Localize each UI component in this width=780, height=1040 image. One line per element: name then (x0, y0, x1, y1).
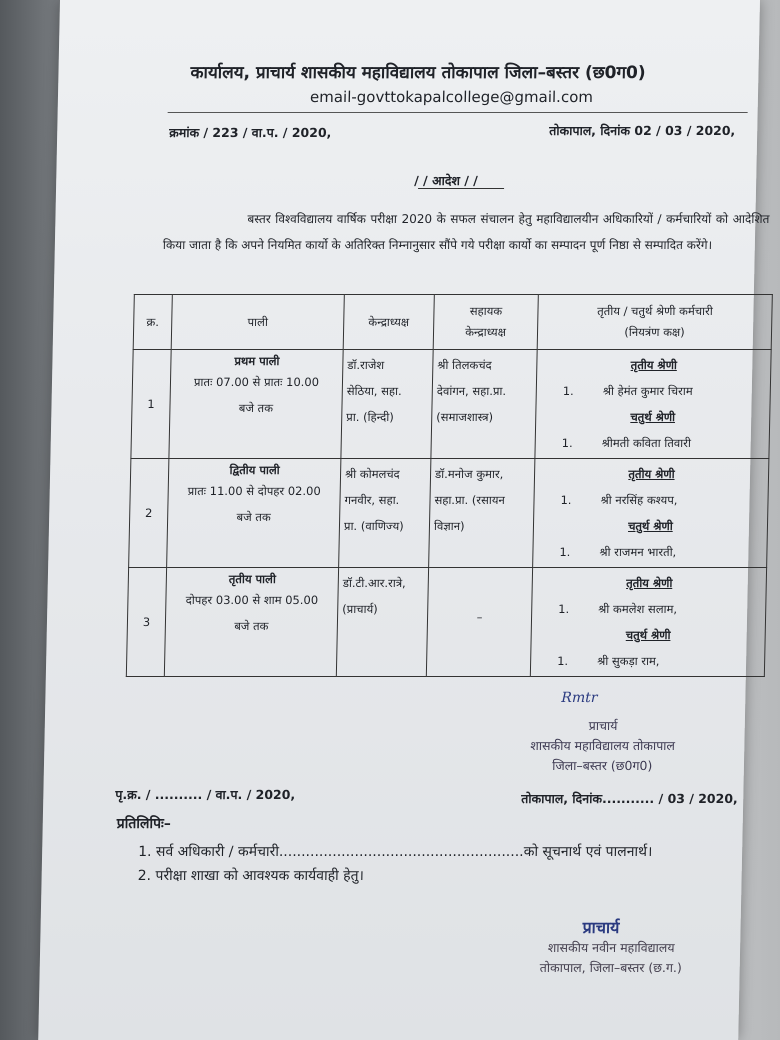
superintendent-line1: डॉ.राजेश (347, 358, 385, 372)
assistant-line1: श्री तिलकचंद (437, 358, 492, 372)
order-title-underline (418, 188, 504, 189)
copy-to-label: प्रतिलिपिः– (116, 816, 172, 832)
copy-item-1: 1. सर्व अधिकारी / कर्मचारी.......................................................को सूचनार्थ एवं पालनार्थ। (137, 844, 653, 860)
superintendent-cell (339, 459, 431, 568)
category-third-heading: तृतीय श्रेणी (628, 467, 675, 481)
principal-stamp (530, 716, 676, 776)
person-name: श्री सुकड़ा राम, (597, 654, 660, 668)
superintendent-line1: डॉ.टी.आर.रात्रे, (342, 576, 406, 590)
person-number: 1. (561, 436, 573, 450)
person-name: श्रीमती कविता तिवारी (601, 436, 692, 450)
person-number: 1. (560, 493, 572, 507)
header-superintendent: केन्द्राध्यक्ष (343, 295, 434, 350)
stamp-line2: शासकीय महाविद्यालय तोकापाल (530, 738, 676, 753)
shift-cell (167, 459, 341, 568)
stamp2-line1: शासकीय नवीन महाविद्यालय (547, 940, 675, 955)
shift-name: द्वितीय पाली (229, 463, 280, 477)
stamp2-line2: तोकापाल, जिला–बस्तर (छ.ग.) (539, 960, 683, 975)
person-name: श्री नरसिंह कश्यप, (600, 493, 678, 507)
shift-cell (164, 568, 338, 677)
header-assistant-line1: सहायक (469, 304, 503, 318)
header-assistant (433, 295, 538, 350)
assistant-line2: देवांगन, सहा.प्रा. (436, 384, 507, 398)
person-number: 1. (557, 654, 569, 668)
shift-cell (169, 350, 343, 459)
row-sno: 2 (129, 459, 169, 568)
person-name: श्री राजमन भारती, (599, 545, 677, 559)
superintendent-line2: गनवीर, सहा. (344, 493, 400, 507)
category-third-person (541, 378, 767, 404)
table-row (131, 350, 771, 459)
office-email: email-govttokapalcollege@gmail.com (309, 88, 594, 106)
reference-date: तोकापाल, दिनांक 02 / 03 / 2020, (549, 123, 736, 138)
college-stamp (540, 938, 683, 978)
person-name: श्री हेमंत कुमार चिराम (602, 384, 693, 398)
table-row (126, 568, 766, 677)
assistant-cell (429, 459, 535, 568)
shift-time-line2: बजे तक (234, 619, 269, 633)
category-third-person (536, 596, 762, 622)
superintendent-line2: सेठिया, सहा. (346, 384, 402, 398)
principal-signature-scrawl: Rmtr (561, 690, 598, 706)
assistant-cell (426, 568, 532, 677)
category-fourth-heading: चतुर्थ श्रेणी (625, 628, 671, 642)
office-title: कार्यालय, प्राचार्य शासकीय महाविद्यालय तोकापाल जिला–बस्तर (छ0ग0) (190, 63, 646, 83)
header-staff-line1: तृतीय / चतुर्थ श्रेणी कर्मचारी (597, 304, 713, 318)
category-fourth-person (535, 648, 761, 674)
order-title: / / आदेश / / (414, 173, 478, 188)
header-sno: क्र. (133, 295, 172, 350)
superintendent-cell (341, 350, 433, 459)
shift-time-line2: बजे तक (238, 401, 274, 415)
duty-table (126, 294, 773, 677)
endorsement-ref: पृ.क्र. / .......... / वा.प. / 2020, (115, 787, 296, 802)
stamp-line3: जिला–बस्तर (छ0ग0) (552, 758, 653, 773)
principal-signature-2: प्राचार्य (582, 918, 620, 937)
row-sno: 1 (131, 350, 171, 459)
shift-name: प्रथम पाली (234, 354, 280, 368)
assistant-line1: डॉ.मनोज कुमार, (434, 467, 504, 481)
staff-cell (533, 459, 769, 568)
reference-number: क्रमांक / 223 / वा.प. / 2020, (169, 125, 332, 140)
staff-cell (530, 568, 766, 677)
category-fourth-person (539, 430, 765, 456)
header-staff (537, 295, 772, 350)
superintendent-line2: (प्राचार्य) (342, 602, 378, 616)
category-fourth-heading: चतुर्थ श्रेणी (628, 519, 673, 533)
assistant-line3: विज्ञान) (433, 519, 465, 533)
document-page (38, 0, 770, 1040)
category-third-person (538, 487, 764, 513)
category-third-heading: तृतीय श्रेणी (630, 358, 678, 372)
category-third-heading: तृतीय श्रेणी (626, 576, 673, 590)
copy-item-2: 2. परीक्षा शाखा को आवश्यक कार्यवाही हेतु। (137, 868, 365, 884)
header-staff-line2: (नियत्रंण कक्ष) (624, 325, 685, 339)
assistant-line2: सहा.प्रा. (रसायन (434, 493, 506, 507)
table-row (129, 459, 769, 568)
shift-time-line1: प्रातः 07.00 से प्रातः 10.00 (193, 375, 320, 389)
header-assistant-line2: केन्द्राध्यक्ष (465, 325, 507, 339)
endorsement-date: तोकापाल, दिनांक........... / 03 / 2020, (521, 791, 738, 806)
header-rule (168, 112, 748, 113)
shift-time-line1: दोपहर 03.00 से शाम 05.00 (185, 593, 319, 607)
row-sno: 3 (126, 568, 166, 677)
superintendent-cell (336, 568, 428, 677)
assistant-cell (431, 350, 537, 459)
shift-time-line2: बजे तक (236, 510, 271, 524)
person-number: 1. (562, 384, 574, 398)
person-number: 1. (559, 545, 571, 559)
staff-cell (535, 350, 771, 459)
shift-name: तृतीय पाली (228, 572, 277, 586)
order-body-text: बस्तर विश्वविद्यालय वार्षिक परीक्षा 2020 के सफल संचालन हेतु महाविद्यालयीन अधिकारियों / कर्मचारियों को आदेशित किया जाता है कि अपने नियमित कार्यो के अतिरिक्त निम्नानुसार सौंपे गये परीक्षा कार्यो का सम्पादन पूर्ण निष्ठा से सम्पादित करेंगे। (162, 212, 770, 252)
person-name: श्री कमलेश सलाम, (598, 602, 678, 616)
table-header-row (133, 295, 772, 350)
category-fourth-heading: चतुर्थ श्रेणी (630, 410, 676, 424)
assistant-empty-dash: – (476, 610, 483, 624)
superintendent-line3: प्रा. (वाणिज्य) (343, 519, 404, 533)
shift-time-line1: प्रातः 11.00 से दोपहर 02.00 (187, 484, 321, 498)
category-fourth-person (537, 539, 763, 565)
superintendent-line1: श्री कोमलचंद (344, 467, 400, 481)
assistant-line3: (समाजशास्त्र) (436, 410, 494, 424)
superintendent-line3: प्रा. (हिन्दी) (346, 410, 394, 424)
person-number: 1. (558, 602, 570, 616)
header-shift: पाली (171, 295, 344, 350)
stamp-line1: प्राचार्य (588, 718, 618, 733)
